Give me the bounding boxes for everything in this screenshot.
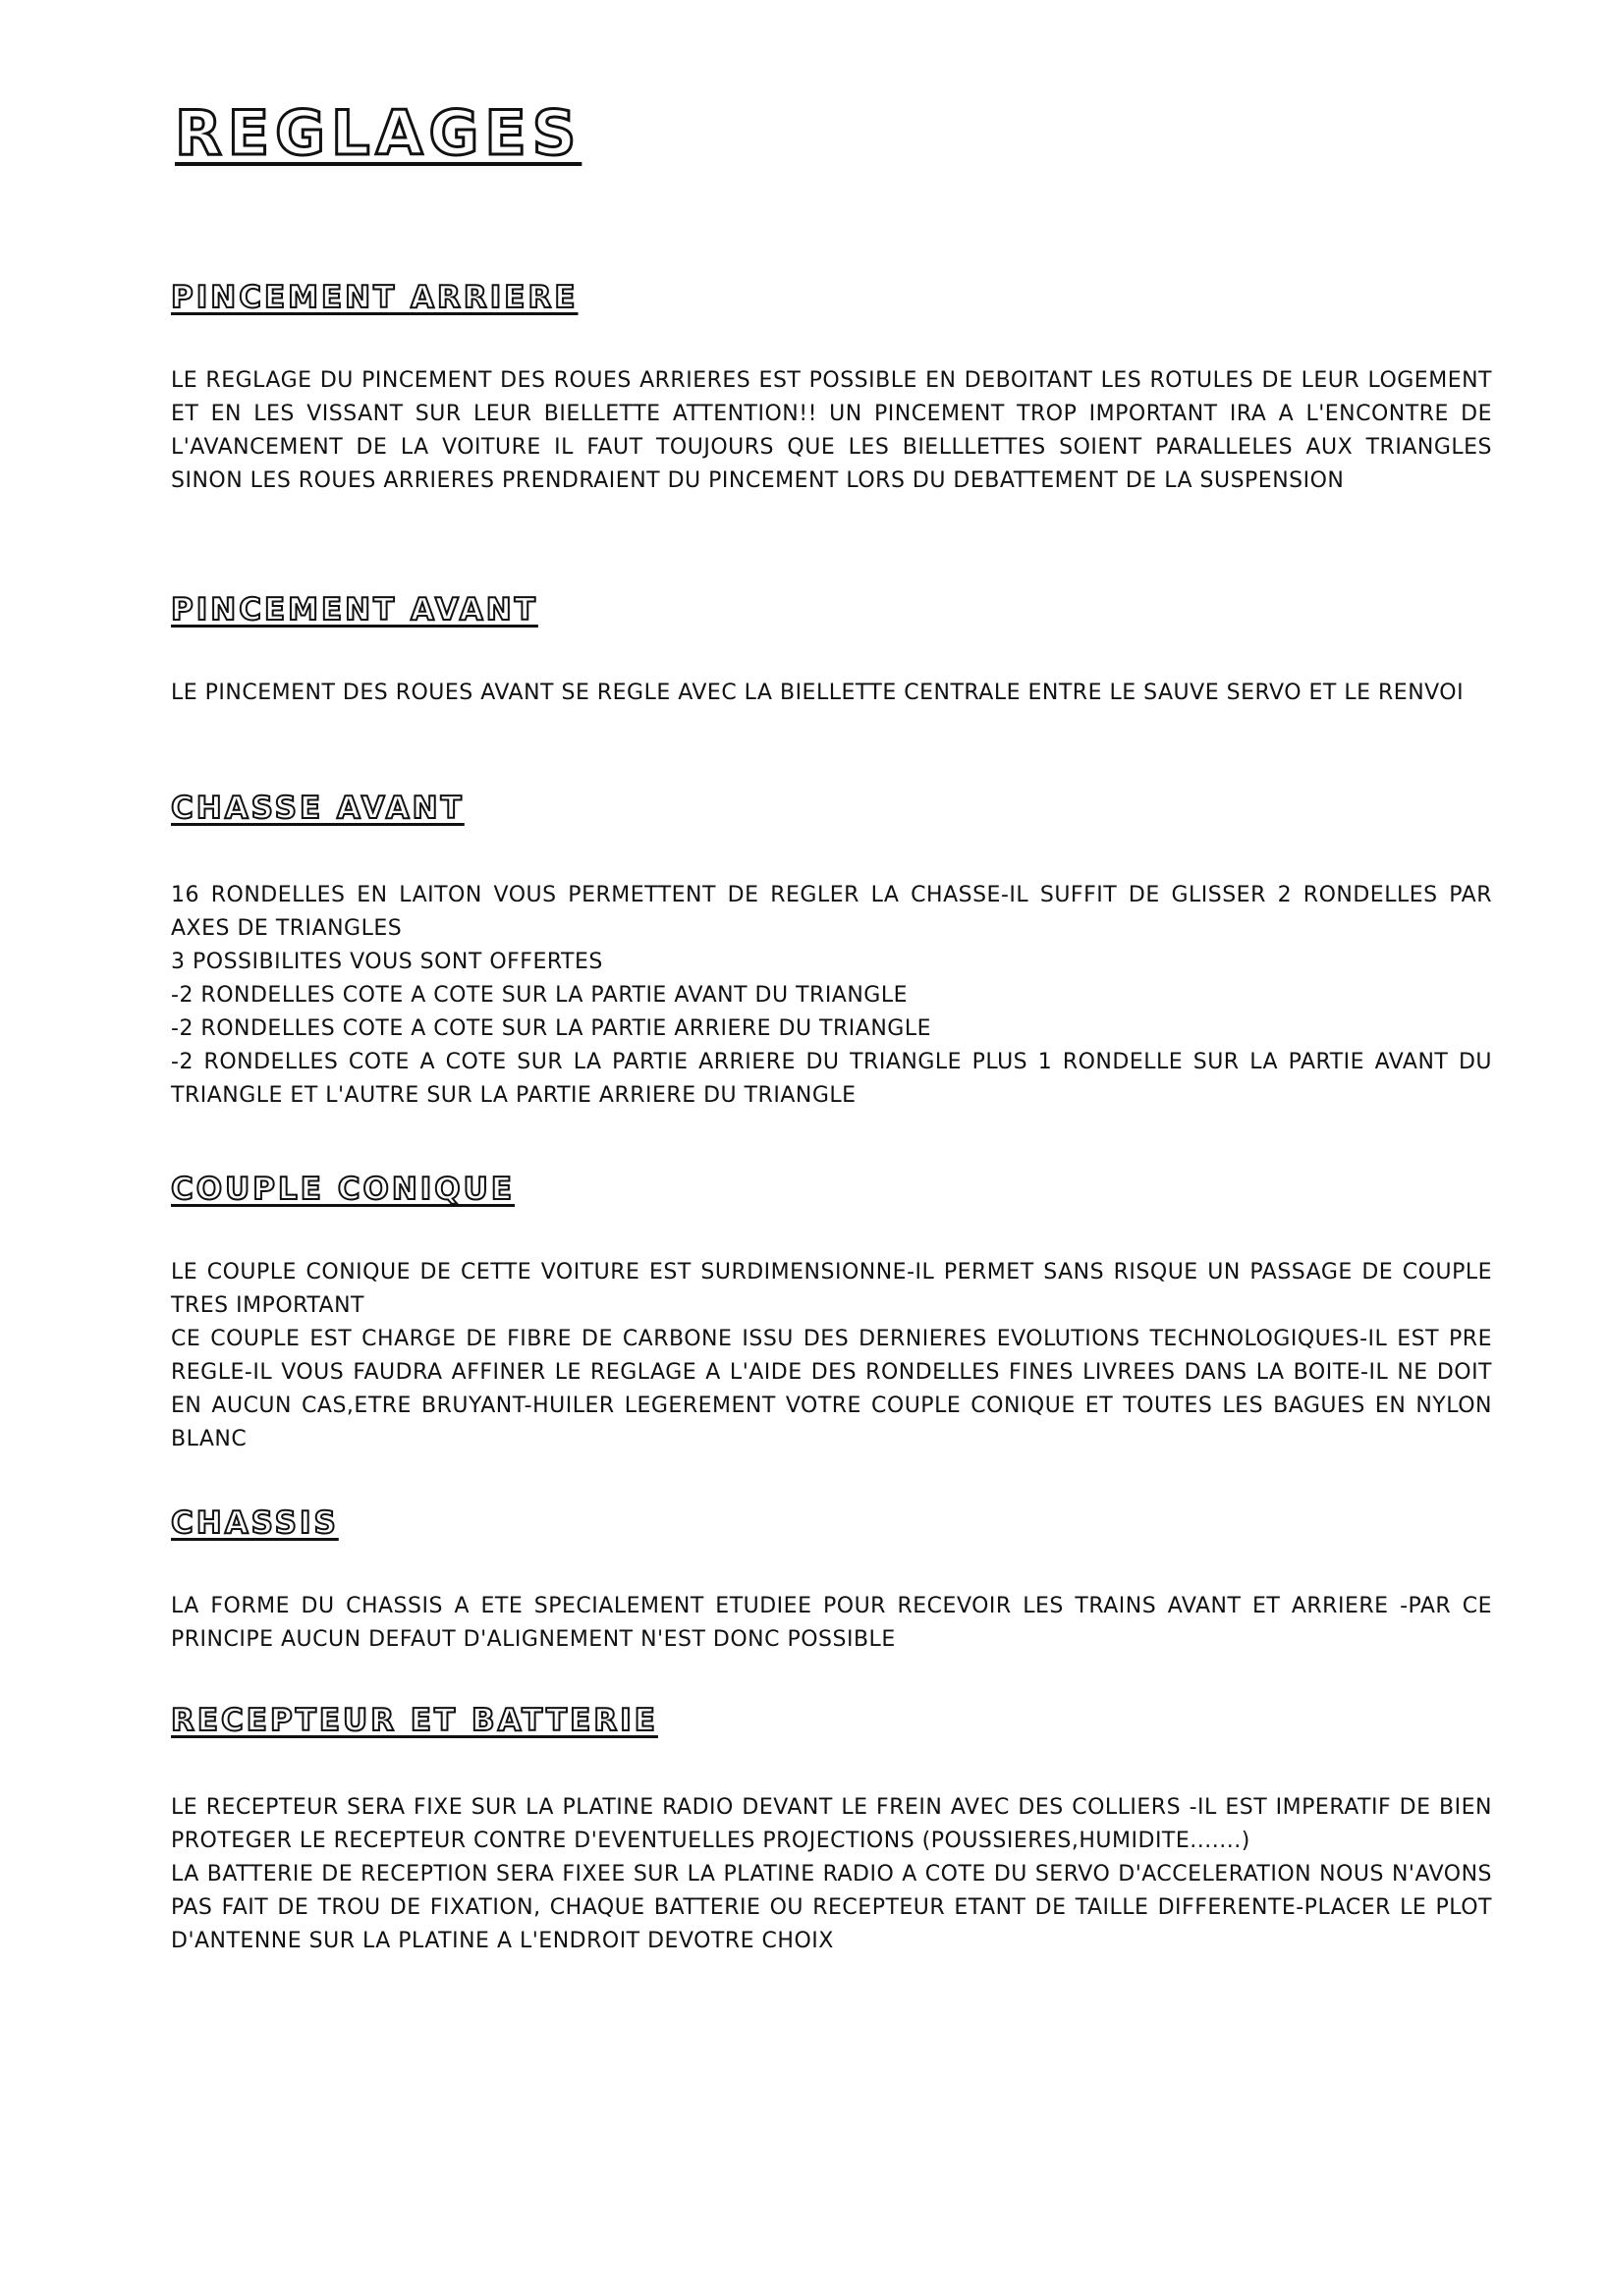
paragraph: LA FORME DU CHASSIS A ETE SPECIALEMENT ETUDIEE POUR RECEVOIR LES TRAINS AVANT ET ARRIERE -PAR CE PRINCIPE AUCUN DEFAUT D'ALIGNEMENT N'EST DONC POSSIBLE [171, 1594, 1492, 1652]
page-title: REGLAGES [175, 97, 582, 169]
section-body [171, 364, 1492, 498]
section-chassis [171, 1505, 1492, 1657]
section-heading: CHASSIS [171, 1505, 339, 1541]
paragraph: LE COUPLE CONIQUE DE CETTE VOITURE EST SURDIMENSIONNE-IL PERMET SANS RISQUE UN PASSAGE DE COUPLE TRES IMPORTANT [171, 1260, 1492, 1318]
section-chasse-avant [171, 793, 1492, 1113]
paragraph: 3 POSSIBILITES VOUS SONT OFFERTES [171, 950, 603, 974]
section-heading: PINCEMENT ARRIERE [171, 280, 579, 315]
section-pincement-avant [171, 592, 1492, 710]
paragraph: LA BATTERIE DE RECEPTION SERA FIXEE SUR LA PLATINE RADIO A COTE DU SERVO D'ACCELERATION NOUS N'AVONS PAS FAIT DE TROU DE FIXATION, CHAQUE BATTERIE OU RECEPTEUR ETANT DE TAILLE DIFFERENTE-PLACER LE PLOT D'ANTENNE SUR LA PLATINE A L'ENDROIT DEVOTRE CHOIX [171, 1862, 1492, 1953]
paragraph: LE PINCEMENT DES ROUES AVANT SE REGLE AVEC LA BIELLETTE CENTRALE ENTRE LE SAUVE SERVO ET LE RENVOI [171, 681, 1465, 705]
section-heading: COUPLE CONIQUE [171, 1172, 516, 1207]
section-heading: RECEPTEUR ET BATTERIE [171, 1703, 658, 1738]
section-heading: PINCEMENT AVANT [171, 592, 538, 628]
list-item: -2 RONDELLES COTE A COTE SUR LA PARTIE AVANT DU TRIANGLE [171, 983, 909, 1008]
paragraph: LE REGLAGE DU PINCEMENT DES ROUES ARRIERES EST POSSIBLE EN DEBOITANT LES ROTULES DE LEUR LOGEMENT ET EN LES VISSANT SUR LEUR BIELLETTE ATTENTION!! UN PINCEMENT TROP IMPORTANT IRA A L'ENCONTRE DE L'AVANCEMENT DE LA VOITURE IL FAUT TOUJOURS QUE LES BIELLLETTES SOIENT PARALLELES AUX TRIANGLES SINON LES ROUES ARRIERES PRENDRAIENT DU PINCEMENT LORS DU DEBATTEMENT DE LA SUSPENSION [171, 368, 1492, 493]
section-body [171, 1590, 1492, 1657]
section-body [171, 677, 1492, 710]
section-body [171, 1791, 1492, 1958]
paragraph: CE COUPLE EST CHARGE DE FIBRE DE CARBONE ISSU DES DERNIERES EVOLUTIONS TECHNOLOGIQUES-IL EST PRE REGLE-IL VOUS FAUDRA AFFINER LE REGLAGE A L'AIDE DES RONDELLES FINES LIVREES DANS LA BOITE-IL NE DOIT EN AUCUN CAS,ETRE BRUYANT-HUILER LEGEREMENT VOTRE COUPLE CONIQUE ET TOUTES LES BAGUES EN NYLON BLANC [171, 1327, 1492, 1451]
section-body [171, 1256, 1492, 1456]
section-couple-conique [171, 1172, 1492, 1456]
list-item: -2 RONDELLES COTE A COTE SUR LA PARTIE ARRIERE DU TRIANGLE [171, 1016, 931, 1041]
paragraph: LE RECEPTEUR SERA FIXE SUR LA PLATINE RADIO DEVANT LE FREIN AVEC DES COLLIERS -IL EST IMPERATIF DE BIEN PROTEGER LE RECEPTEUR CONTRE D'EVENTUELLES PROJECTIONS (POUSSIERES,HUMIDITE.......) [171, 1795, 1492, 1853]
section-body [171, 879, 1492, 1113]
paragraph: 16 RONDELLES EN LAITON VOUS PERMETTENT DE REGLER LA CHASSE-IL SUFFIT DE GLISSER 2 RONDELLES PAR AXES DE TRIANGLES [171, 883, 1492, 941]
section-pincement-arriere [171, 280, 1492, 498]
section-heading: CHASSE AVANT [171, 791, 465, 826]
section-recepteur-et-batterie [171, 1703, 1492, 1958]
list-item: -2 RONDELLES COTE A COTE SUR LA PARTIE ARRIERE DU TRIANGLE PLUS 1 RONDELLE SUR LA PARTIE AVANT DU TRIANGLE ET L'AUTRE SUR LA PARTIE ARRIERE DU TRIANGLE [171, 1050, 1492, 1108]
